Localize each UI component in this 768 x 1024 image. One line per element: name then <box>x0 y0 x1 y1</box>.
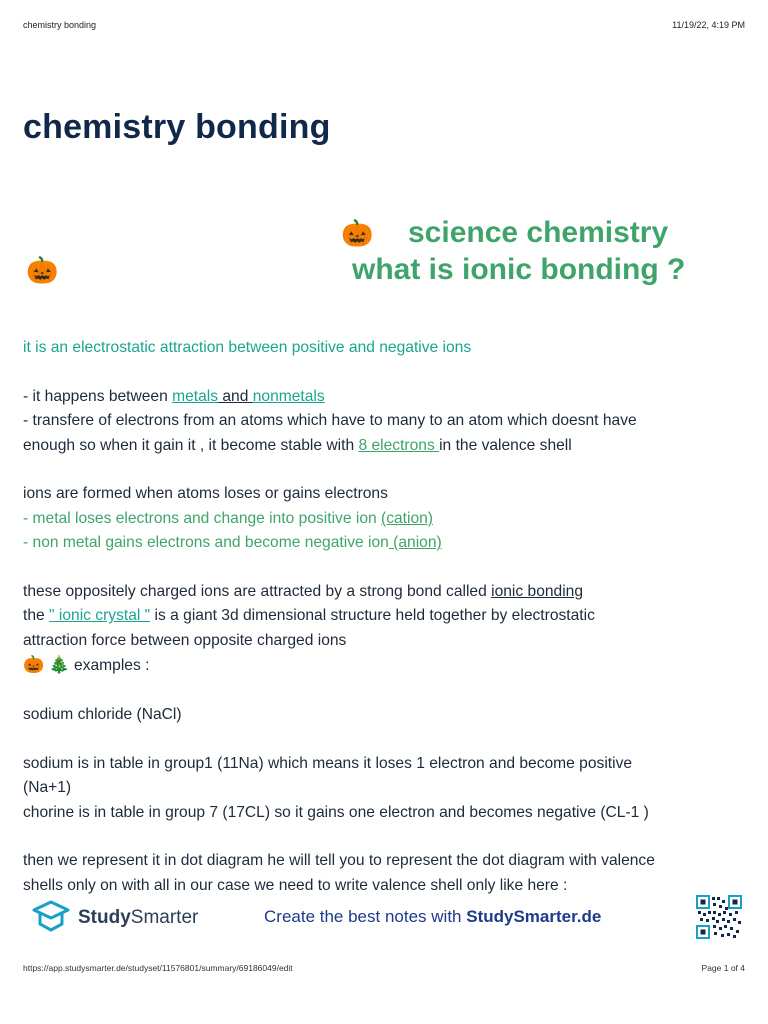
bullet-text: - metal loses electrons and change into positive ion <box>23 509 381 527</box>
print-footer-url: https://app.studysmarter.de/studyset/11576801/summary/69186049/edit <box>23 963 293 973</box>
bullet-metals-nonmetals <box>23 385 753 409</box>
metals-link[interactable]: metals <box>172 387 219 405</box>
pumpkin-icon: 🎃 <box>23 655 45 675</box>
examples-heading <box>23 653 753 678</box>
bullet-text: - non metal gains electrons and become negative ion <box>23 534 389 552</box>
ionic-crystal-line1 <box>23 604 753 628</box>
brand-prefix: Study <box>78 907 131 928</box>
definition-text: it is an electrostatic attraction between positive and negative ions <box>23 339 472 356</box>
footer-cta[interactable] <box>264 907 601 927</box>
dot-diagram-line2: shells only on with all in our case we need to write valence shell only like here : <box>23 876 568 894</box>
pumpkin-icon: 🎃 <box>341 218 374 248</box>
examples-label: examples : <box>69 657 150 675</box>
cta-brand: StudySmarter.de <box>466 907 602 926</box>
nacl-text: sodium chloride (NaCl) <box>23 706 182 724</box>
attracted-text <box>23 580 753 604</box>
and-text: and <box>218 387 253 405</box>
note-body <box>23 336 753 898</box>
christmas-tree-icon: 🎄 <box>48 655 70 675</box>
bullet-text: in the valence shell <box>439 436 572 454</box>
bullet-text: enough so when it gain it , it become stable with <box>23 436 359 454</box>
nonmetals-link[interactable]: nonmetals <box>252 387 325 405</box>
cta-text: Create the best notes with <box>264 907 467 926</box>
sodium-line2: (Na+1) <box>23 779 72 797</box>
bullet-transfer-line1: - transfere of electrons from an atoms which have to many to an atom which doesnt have <box>23 412 637 430</box>
sodium-line1: sodium is in table in group1 (11Na) which means it loses 1 electron and become positive <box>23 754 633 772</box>
bullet-text: the <box>23 607 50 625</box>
brand-suffix: Smarter <box>130 907 199 928</box>
ionic-crystal-line2: attraction force between opposite charged ions <box>23 631 347 649</box>
page-number: Page 1 of 4 <box>701 963 745 973</box>
bullet-text: is a giant 3d dimensional structure held together by electrostatic <box>150 607 595 625</box>
nonmetal-gains-text <box>23 531 753 555</box>
heading-science-chemistry: science chemistry <box>408 216 669 249</box>
studysmarter-wordmark <box>78 907 198 929</box>
dot-diagram-line1: then we represent it in dot diagram he will tell you to represent the dot diagram with valence <box>23 852 655 870</box>
studysmarter-footer <box>0 892 768 946</box>
pumpkin-icon: 🎃 <box>26 255 59 285</box>
cation-link[interactable]: (cation) <box>381 509 433 527</box>
ions-formed-text: ions are formed when atoms loses or gains electrons <box>23 485 388 503</box>
print-header-title: chemistry bonding <box>23 20 97 30</box>
bullet-text: - it happens between <box>23 387 173 405</box>
metal-loses-text <box>23 507 753 531</box>
bullet-text: these oppositely charged ions are attracted by a strong bond called <box>23 583 492 601</box>
ionic-bonding-link[interactable]: ionic bonding <box>491 583 584 601</box>
qr-code-icon <box>696 895 742 939</box>
studysmarter-logo-icon <box>31 900 71 934</box>
page-title: chemistry bonding <box>23 108 331 146</box>
anion-link[interactable]: (anion) <box>388 534 442 552</box>
bullet-transfer-line2 <box>23 434 753 458</box>
heading-ionic-bonding: what is ionic bonding ? <box>352 253 686 286</box>
print-header-timestamp: 11/19/22, 4:19 PM <box>672 20 745 30</box>
ionic-crystal-link[interactable]: " ionic crystal " <box>49 607 151 625</box>
chlorine-line: chorine is in table in group 7 (17CL) so it gains one electron and becomes negative (CL-1 ) <box>23 803 649 821</box>
eight-electrons-link[interactable]: 8 electrons <box>358 436 440 454</box>
